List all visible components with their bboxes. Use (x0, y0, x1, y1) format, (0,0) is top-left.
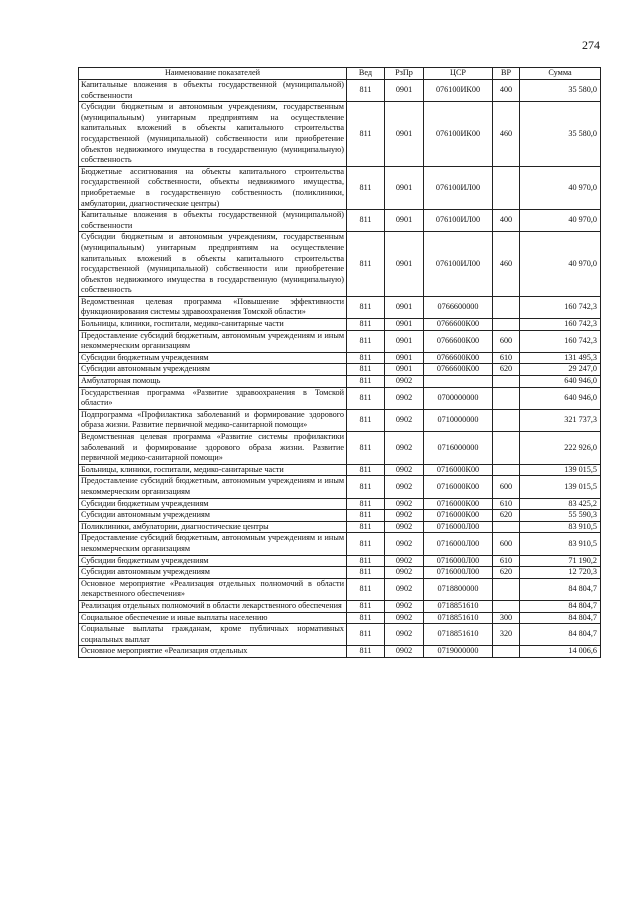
table-row (79, 387, 601, 409)
table-row (79, 409, 601, 431)
row-ved: 811 (347, 80, 385, 102)
row-ved: 811 (347, 387, 385, 409)
row-vr: 400 (493, 80, 520, 102)
row-name: Капитальные вложения в объекты государственной (муниципальной) собственности (79, 80, 347, 102)
row-ved: 811 (347, 210, 385, 232)
row-rzpr: 0901 (385, 352, 424, 364)
table-row (79, 330, 601, 352)
row-ved: 811 (347, 166, 385, 209)
table-row (79, 102, 601, 167)
table-row (79, 464, 601, 476)
row-sum: 321 737,3 (520, 409, 601, 431)
row-rzpr: 0902 (385, 464, 424, 476)
row-rzpr: 0901 (385, 80, 424, 102)
row-vr: 300 (493, 612, 520, 624)
row-csr: 076100ИЛ00 (424, 166, 493, 209)
row-ved: 811 (347, 409, 385, 431)
row-vr (493, 521, 520, 533)
row-ved: 811 (347, 600, 385, 612)
row-name: Государственная программа «Развитие здравоохранения в Томской области» (79, 387, 347, 409)
row-vr (493, 376, 520, 388)
row-name: Больницы, клиники, госпитали, медико-санитарные части (79, 464, 347, 476)
page-number: 274 (582, 38, 600, 52)
header-rzpr: РзПр (385, 68, 424, 80)
row-rzpr: 0902 (385, 498, 424, 510)
row-ved: 811 (347, 510, 385, 522)
row-name: Предоставление субсидий бюджетным, автономным учреждениям и иным некоммерческим организациям (79, 330, 347, 352)
row-name: Бюджетные ассигнования на объекты капитального строительства государственной собственности, объекты недвижимого имущества, приобретаемые в государственную собственность (поликлиники, амбулатории, диагностические центры) (79, 166, 347, 209)
row-rzpr: 0902 (385, 376, 424, 388)
row-rzpr: 0902 (385, 567, 424, 579)
table-row (79, 612, 601, 624)
table-row (79, 80, 601, 102)
row-csr: 0718851610 (424, 600, 493, 612)
row-csr: 0719000000 (424, 646, 493, 658)
row-ved: 811 (347, 364, 385, 376)
row-sum: 55 590,3 (520, 510, 601, 522)
row-vr (493, 296, 520, 318)
table-row (79, 376, 601, 388)
row-csr: 076100ИЛ00 (424, 232, 493, 297)
row-vr: 460 (493, 232, 520, 297)
row-name: Социальное обеспечение и иные выплаты населению (79, 612, 347, 624)
row-name: Ведомственная целевая программа «Развитие системы профилактики заболеваний и формирование здорового образа жизни. Развитие первичной медико-санитарной помощи» (79, 432, 347, 465)
table-row (79, 578, 601, 600)
row-csr: 0716000Л00 (424, 521, 493, 533)
table-row (79, 646, 601, 658)
row-csr: 0766600К00 (424, 352, 493, 364)
row-name: Ведомственная целевая программа «Повышение эффективности функционирования системы здравоохранения Томской области» (79, 296, 347, 318)
row-name: Амбулаторная помощь (79, 376, 347, 388)
row-sum: 35 580,0 (520, 102, 601, 167)
row-csr: 076100ИЛ00 (424, 210, 493, 232)
row-name: Субсидии автономным учреждениям (79, 364, 347, 376)
row-sum: 222 926,0 (520, 432, 601, 465)
row-name: Субсидии бюджетным и автономным учреждениям, государственным (муниципальным) унитарным предприятиям на осуществление капитальных вложений в объекты капитального строительства государственной (муниципальной) собственности или приобретение объектов недвижимого имущества в государственную (муниципальную) собственность (79, 102, 347, 167)
row-rzpr: 0902 (385, 624, 424, 646)
row-vr (493, 600, 520, 612)
row-vr: 620 (493, 567, 520, 579)
row-vr (493, 166, 520, 209)
row-name: Субсидии автономным учреждениям (79, 510, 347, 522)
row-sum: 640 946,0 (520, 387, 601, 409)
table-row (79, 432, 601, 465)
row-sum: 71 190,2 (520, 555, 601, 567)
table-row (79, 624, 601, 646)
row-csr: 0716000Л00 (424, 555, 493, 567)
row-csr: 0716000000 (424, 432, 493, 465)
row-sum: 40 970,0 (520, 166, 601, 209)
row-csr: 0716000Л00 (424, 567, 493, 579)
row-vr: 610 (493, 555, 520, 567)
row-ved: 811 (347, 476, 385, 498)
table-row (79, 364, 601, 376)
row-csr: 0716000К00 (424, 464, 493, 476)
row-csr: 0766600К00 (424, 319, 493, 331)
header-vr: ВР (493, 68, 520, 80)
row-ved: 811 (347, 232, 385, 297)
row-ved: 811 (347, 578, 385, 600)
table-row (79, 555, 601, 567)
row-rzpr: 0902 (385, 646, 424, 658)
row-sum: 40 970,0 (520, 232, 601, 297)
row-rzpr: 0901 (385, 319, 424, 331)
row-rzpr: 0902 (385, 476, 424, 498)
row-csr: 0718851610 (424, 612, 493, 624)
row-vr: 610 (493, 498, 520, 510)
row-rzpr: 0902 (385, 600, 424, 612)
row-name: Реализация отдельных полномочий в области лекарственного обеспечения (79, 600, 347, 612)
table-row (79, 521, 601, 533)
row-csr: 0766600К00 (424, 364, 493, 376)
row-rzpr: 0902 (385, 409, 424, 431)
row-name: Капитальные вложения в объекты государственной (муниципальной) собственности (79, 210, 347, 232)
row-vr: 320 (493, 624, 520, 646)
row-rzpr: 0902 (385, 555, 424, 567)
row-csr (424, 376, 493, 388)
row-sum: 29 247,0 (520, 364, 601, 376)
row-name: Предоставление субсидий бюджетным, автономным учреждениям и иным некоммерческим организациям (79, 533, 347, 555)
row-rzpr: 0901 (385, 364, 424, 376)
table-row (79, 476, 601, 498)
row-sum: 83 425,2 (520, 498, 601, 510)
row-csr: 076100ИК00 (424, 102, 493, 167)
row-csr: 0716000Л00 (424, 533, 493, 555)
row-name: Субсидии бюджетным учреждениям (79, 352, 347, 364)
row-vr (493, 646, 520, 658)
row-csr: 0766600000 (424, 296, 493, 318)
row-rzpr: 0902 (385, 533, 424, 555)
row-name: Основное мероприятие «Реализация отдельных полномочий в области лекарственного обеспечения» (79, 578, 347, 600)
row-ved: 811 (347, 521, 385, 533)
row-ved: 811 (347, 624, 385, 646)
row-vr: 620 (493, 364, 520, 376)
row-name: Субсидии бюджетным учреждениям (79, 555, 347, 567)
row-ved: 811 (347, 498, 385, 510)
row-name: Больницы, клиники, госпитали, медико-санитарные части (79, 319, 347, 331)
table-row (79, 166, 601, 209)
table-row (79, 567, 601, 579)
row-csr: 0716000К00 (424, 498, 493, 510)
table-row (79, 600, 601, 612)
row-csr: 0716000К00 (424, 476, 493, 498)
table-row (79, 319, 601, 331)
row-ved: 811 (347, 330, 385, 352)
row-csr: 0700000000 (424, 387, 493, 409)
row-rzpr: 0902 (385, 432, 424, 465)
header-ved: Вед (347, 68, 385, 80)
table-row (79, 296, 601, 318)
row-sum: 14 006,6 (520, 646, 601, 658)
row-sum: 35 580,0 (520, 80, 601, 102)
row-sum: 131 495,3 (520, 352, 601, 364)
row-csr: 0718800000 (424, 578, 493, 600)
row-vr (493, 578, 520, 600)
row-ved: 811 (347, 352, 385, 364)
row-vr: 620 (493, 510, 520, 522)
row-name: Подпрограмма «Профилактика заболеваний и формирование здорового образа жизни. Развитие первичной медико-санитарной помощи» (79, 409, 347, 431)
row-vr: 610 (493, 352, 520, 364)
row-sum: 84 804,7 (520, 624, 601, 646)
row-csr: 0716000К00 (424, 510, 493, 522)
row-vr (493, 319, 520, 331)
row-ved: 811 (347, 376, 385, 388)
row-ved: 811 (347, 612, 385, 624)
row-rzpr: 0901 (385, 296, 424, 318)
row-ved: 811 (347, 533, 385, 555)
row-rzpr: 0901 (385, 330, 424, 352)
row-sum: 640 946,0 (520, 376, 601, 388)
row-name: Предоставление субсидий бюджетным, автономным учреждениям и иным некоммерческим организациям (79, 476, 347, 498)
row-sum: 84 804,7 (520, 578, 601, 600)
table-row (79, 498, 601, 510)
row-ved: 811 (347, 319, 385, 331)
row-ved: 811 (347, 464, 385, 476)
row-ved: 811 (347, 646, 385, 658)
row-name: Субсидии автономным учреждениям (79, 567, 347, 579)
header-sum: Сумма (520, 68, 601, 80)
row-csr: 0718851610 (424, 624, 493, 646)
row-rzpr: 0902 (385, 612, 424, 624)
header-name: Наименование показателей (79, 68, 347, 80)
row-name: Субсидии бюджетным и автономным учреждениям, государственным (муниципальным) унитарным предприятиям на осуществление капитальных вложений в объекты капитального строительства государственной (муниципальной) собственности или приобретение объектов недвижимого имущества в государственную (муниципальную) собственность (79, 232, 347, 297)
row-sum: 83 910,5 (520, 533, 601, 555)
row-vr: 600 (493, 533, 520, 555)
row-sum: 12 720,3 (520, 567, 601, 579)
row-ved: 811 (347, 102, 385, 167)
row-csr: 0766600К00 (424, 330, 493, 352)
row-name: Субсидии бюджетным учреждениям (79, 498, 347, 510)
row-ved: 811 (347, 296, 385, 318)
table-row (79, 210, 601, 232)
table-row (79, 533, 601, 555)
row-sum: 83 910,5 (520, 521, 601, 533)
row-vr: 400 (493, 210, 520, 232)
row-vr (493, 409, 520, 431)
row-ved: 811 (347, 555, 385, 567)
row-rzpr: 0901 (385, 210, 424, 232)
row-rzpr: 0902 (385, 510, 424, 522)
row-sum: 160 742,3 (520, 330, 601, 352)
row-vr: 460 (493, 102, 520, 167)
row-name: Основное мероприятие «Реализация отдельных (79, 646, 347, 658)
row-csr: 0710000000 (424, 409, 493, 431)
row-rzpr: 0902 (385, 578, 424, 600)
row-rzpr: 0901 (385, 166, 424, 209)
row-rzpr: 0902 (385, 387, 424, 409)
table-row (79, 232, 601, 297)
row-csr: 076100ИК00 (424, 80, 493, 102)
row-name: Социальные выплаты гражданам, кроме публичных нормативных социальных выплат (79, 624, 347, 646)
row-sum: 160 742,3 (520, 319, 601, 331)
row-name: Поликлиники, амбулатории, диагностические центры (79, 521, 347, 533)
row-sum: 84 804,7 (520, 600, 601, 612)
row-vr (493, 464, 520, 476)
row-rzpr: 0901 (385, 232, 424, 297)
row-rzpr: 0902 (385, 521, 424, 533)
header-csr: ЦСР (424, 68, 493, 80)
row-sum: 40 970,0 (520, 210, 601, 232)
row-vr (493, 387, 520, 409)
row-sum: 160 742,3 (520, 296, 601, 318)
row-vr: 600 (493, 476, 520, 498)
row-sum: 84 804,7 (520, 612, 601, 624)
row-vr: 600 (493, 330, 520, 352)
row-rzpr: 0901 (385, 102, 424, 167)
header-row (79, 68, 601, 80)
row-ved: 811 (347, 432, 385, 465)
table-row (79, 510, 601, 522)
table-row (79, 352, 601, 364)
budget-table (78, 67, 601, 658)
row-sum: 139 015,5 (520, 464, 601, 476)
row-sum: 139 015,5 (520, 476, 601, 498)
row-ved: 811 (347, 567, 385, 579)
row-vr (493, 432, 520, 465)
